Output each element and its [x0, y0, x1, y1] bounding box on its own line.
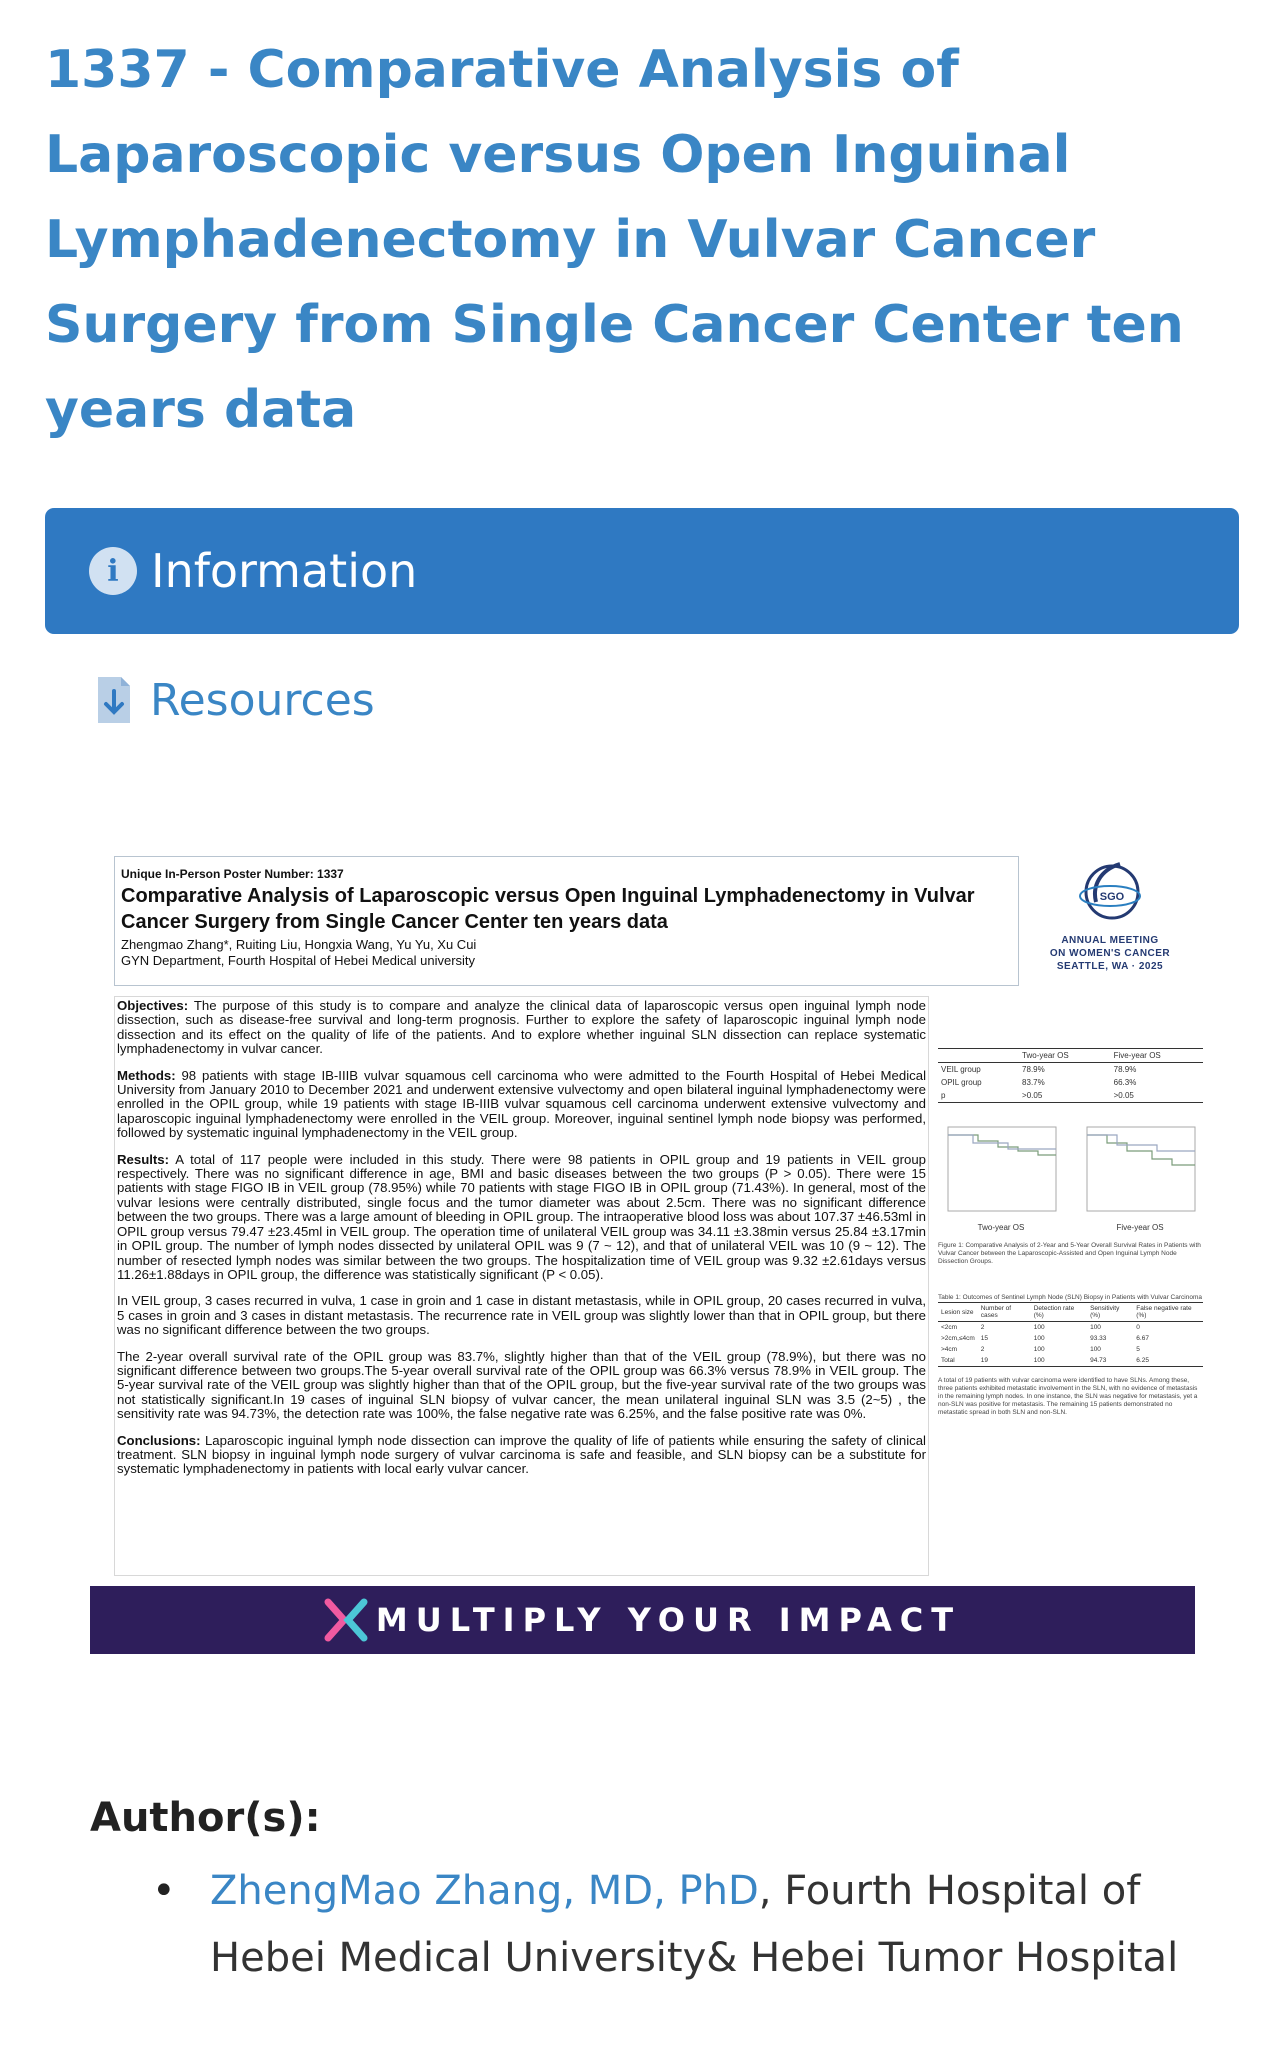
table-cell: 100 — [1033, 1346, 1045, 1353]
conclusions-text: Laparoscopic inguinal lymph node dissection can improve the quality of life of patients while ensuring the safety of clinical treatment. SLN biopsy in inguinal lymph node surgery of vulvar carcinoma is safe and feasible, and SLN biopsy can be a substitute for systematic lymphadenectomy in patients with local early vulvar cancer. — [117, 1432, 926, 1477]
sgo-mark-text: SGO — [1099, 891, 1125, 903]
table-cell: 15 — [980, 1335, 988, 1342]
table-cell: OPIL group — [941, 1078, 982, 1087]
page-title: 1337 - Comparative Analysis of Laparoscopic versus Open Inguinal Lymphadenectomy in Vulvar Cancer Surgery from Single Cancer Center ten years data — [45, 40, 1184, 440]
poster-title: Comparative Analysis of Laparoscopic versus Open Inguinal Lymphadenectomy in Vulvar Cancer Surgery from Single Cancer Center ten years data — [121, 885, 975, 933]
list-item — [152, 1858, 1232, 1992]
recurrence-text: In VEIL group, 3 cases recurred in vulva, 1 case in groin and 1 case in distant metastasis, while in OPIL group, 20 cases recurred in vulva, 5 cases in groin and 3 cases in distant metastasis. The recurrence rate in VEIL group was slightly lower than that in OPIL group, but there was no significant difference between the two groups. — [117, 1293, 926, 1338]
survival-plots — [938, 1121, 1203, 1232]
table-header: Lesion size — [941, 1308, 974, 1316]
table-cell: 100 — [1033, 1335, 1045, 1342]
table-cell: >0.05 — [1113, 1091, 1134, 1100]
results-text: A total of 117 people were included in this study. There were 98 patients in OPIL group and 19 patients in VEIL group respectively. There was no significant difference in age, BMI and basic diseases between the two groups (P > 0.05). There were 15 patients with stage FIGO IB in VEIL group (78.95%) while 70 patients with stage FIGO IB in OPIL group (71.43%). In general, most of the vulvar lesions were centrally distributed, single focus and the tumor diameter was about 2.5cm. There was no significant difference between the two groups. There was a large amount of bleeding in OPIL group. The intraoperative blood loss was about 107.37 ±46.53ml in OPIL group versus 79.47 ±23.45ml in VEIL group. The operation time of unilateral VEIL group was 34.11 ±3.38min versus 25.84 ±3.17min in OPIL group. The number of lymph nodes dissected by unilateral OPIL was 9 (7 ~ 12), and that of unilateral VEIL was 10 (9 ~ 12). The number of resected lymph nodes was similar between the two groups. The hospitalization time of VEIL group was 9.32 ±2.61days versus 11.26±1.88days in OPIL group, the difference was statistically significant (P < 0.05). — [117, 1151, 927, 1282]
survival-curve-icon — [1077, 1121, 1203, 1221]
poster-header — [114, 856, 1019, 986]
plot-label: Two-year OS — [977, 1223, 1025, 1232]
table-cell: 5 — [1136, 1346, 1140, 1353]
table-header — [938, 1049, 1019, 1063]
table-header: Two-year OS — [1022, 1051, 1069, 1060]
table-row — [938, 1344, 1203, 1355]
table-row — [938, 1333, 1203, 1344]
table-row — [938, 1089, 1203, 1103]
table-cell: 6.67 — [1136, 1335, 1149, 1342]
table2-note: A total of 19 patients with vulvar carcinoma were identified to have SLNs. Among these, three patients exhibited metastatic involvement in the SLN, with no evidence of metastasis in the remaining lymph nodes. In one instance, the SLN was negative for metastasis, yet a non-SLN was positive for metastasis. The remaining 15 patients demonstrated no metastatic spread in both SLN and non-SLN. — [938, 1377, 1198, 1416]
author-name-link[interactable]: ZhengMao Zhang, MD, PhD — [210, 1868, 759, 1914]
authors-heading: Author(s): — [90, 1795, 321, 1841]
methods-text: 98 patients with stage IB-IIIB vulvar squamous cell carcinoma who were admitted to the Fourth Hospital of Hebei Medical University from January 2010 to December 2021 and underwent extensive vulvectomy and open bilateral inguinal lymphadenectomy were enrolled in the OPIL group, while 19 patients with stage IB-IIIB vulvar squamous cell carcinoma underwent extensive vulvectomy and laparoscopic inguinal lymphadenectomy were enrolled in the VEIL group. Moreover, inguinal sentinel lymph node biopsy was performed, followed by systematic inguinal lymphadenectomy in the VEIL group. — [117, 1067, 926, 1141]
five-year-plot — [1077, 1121, 1203, 1232]
sgo-line-2: ON WOMEN'S CANCER — [1049, 948, 1171, 959]
table-header: False negative rate (%) — [1136, 1305, 1192, 1319]
author-list — [152, 1858, 1232, 1992]
information-label: Information — [151, 544, 418, 598]
resources-tab[interactable] — [94, 665, 375, 735]
table-row — [938, 1076, 1203, 1089]
poster-image — [90, 848, 1202, 1658]
sgo-line-1: ANNUAL MEETING — [1061, 935, 1159, 946]
table-cell: >2cm,≤4cm — [941, 1335, 975, 1342]
poster-body — [114, 996, 929, 1576]
table-header: Five-year OS — [1113, 1051, 1161, 1060]
figure-caption: Figure 1: Comparative Analysis of 2-Year and 5-Year Overall Survival Rates in Patients with Vulvar Cancer between the Laparoscopic-Assisted and Open Inguinal Lymph Node Dissection Groups. — [938, 1242, 1201, 1265]
plot-label: Five-year OS — [1116, 1223, 1164, 1232]
table-cell: 83.7% — [1022, 1078, 1045, 1087]
table-cell: 78.9% — [1022, 1065, 1045, 1074]
methods-label: Methods: — [117, 1067, 176, 1083]
info-icon: i — [89, 547, 137, 595]
results-label: Results: — [117, 1151, 170, 1167]
author-affiliation: , Fourth Hospital of Hebei Medical University& Hebei Tumor Hospital — [210, 1868, 1179, 1981]
table-cell: 66.3% — [1113, 1078, 1137, 1087]
results-section — [117, 1153, 926, 1283]
table-row — [938, 1322, 1203, 1334]
table2-title: Table 1: Outcomes of Sentinel Lymph Node (SLN) Biopsy in Patients with Vulvar Carcinoma — [938, 1294, 1202, 1301]
table-cell: <2cm — [941, 1324, 958, 1331]
sln-table — [938, 1302, 1203, 1367]
objectives-label: Objectives: — [117, 998, 189, 1013]
poster-number: Unique In-Person Poster Number: 1337 — [121, 867, 344, 881]
table-header: Sensitivity (%) — [1090, 1305, 1120, 1319]
poster-authors: Zhengmao Zhang*, Ruiting Liu, Hongxia Wang, Yu Yu, Xu Cui — [121, 937, 477, 952]
conclusions-label: Conclusions: — [117, 1432, 201, 1448]
table-cell: 100 — [1033, 1324, 1045, 1331]
conclusions-section — [117, 1434, 926, 1477]
table-cell: 2 — [980, 1346, 985, 1353]
table-cell: 78.9% — [1113, 1065, 1137, 1074]
download-document-icon — [94, 675, 134, 725]
table-cell: 6.25 — [1136, 1357, 1149, 1364]
multiply-impact-banner — [90, 1586, 1195, 1654]
sgo-line-3: SEATTLE, WA · 2025 — [1056, 961, 1164, 972]
objectives-section — [117, 999, 926, 1057]
table-cell: 100 — [1090, 1346, 1101, 1353]
table-cell: 0 — [1136, 1324, 1140, 1331]
information-tab[interactable] — [45, 508, 1239, 634]
x-logo-icon — [324, 1598, 368, 1642]
table-header: Number of cases — [980, 1305, 1012, 1319]
table-cell: 93.33 — [1090, 1335, 1107, 1342]
table-cell: Total — [941, 1357, 955, 1364]
table-cell: VEIL group — [941, 1065, 981, 1074]
table-cell: 19 — [980, 1357, 988, 1364]
table-cell: 100 — [1090, 1324, 1101, 1331]
survival-table — [938, 1048, 1203, 1103]
table-header: Detection rate (%) — [1033, 1305, 1075, 1319]
methods-section — [117, 1069, 926, 1141]
sgo-mark-icon — [1070, 856, 1150, 932]
bullet-icon: • — [152, 1868, 176, 1914]
table-row — [938, 1355, 1203, 1367]
survival-curve-icon — [938, 1121, 1064, 1221]
table-cell: >0.05 — [1022, 1091, 1043, 1100]
table-row — [938, 1063, 1203, 1077]
table-cell: 2 — [980, 1324, 985, 1331]
table-cell: 100 — [1033, 1357, 1045, 1364]
survival-text: The 2-year overall survival rate of the OPIL group was 83.7%, slightly higher than that of the VEIL group (78.9%), but there was no significant difference between two groups.The 5-year overall survival rate of the OPIL group was 66.3% versus 78.9% in VEIL group. The 5-year survival rate of the VEIL group was slightly higher than that of the OPIL group, but the five-year survival rate of the two groups was not statistically significant.In 19 cases of inguinal SLN biopsy of vulvar cancer, the mean unilateral inguinal SLN was 3.5 (2~5) , the sensitivity rate was 94.73%, the detection rate was 100%, the false negative rate was 6.25%, and the false positive rate was 0%. — [117, 1348, 926, 1422]
sgo-logo — [1040, 848, 1180, 978]
table-cell: p — [941, 1091, 946, 1100]
banner-text: MULTIPLY YOUR IMPACT — [375, 1601, 962, 1639]
two-year-plot — [938, 1121, 1064, 1232]
poster-department: GYN Department, Fourth Hospital of Hebei Medical university — [121, 953, 476, 968]
resources-label: Resources — [150, 674, 375, 726]
poster-right-column — [938, 1048, 1203, 1468]
table-cell: >4cm — [941, 1346, 958, 1353]
objectives-text: The purpose of this study is to compare and analyze the clinical data of laparoscopic versus open inguinal lymph node dissection, such as disease-free survival and long-term prognosis. Further to explore the safety of laparoscopic inguinal lymph node dissection and its effect on the quality of life of the patients. And to explore whether inguinal SLN dissection can replace systematic lymphadenectomy in vulvar cancer. — [117, 998, 926, 1057]
table-cell: 94.73 — [1090, 1357, 1107, 1364]
